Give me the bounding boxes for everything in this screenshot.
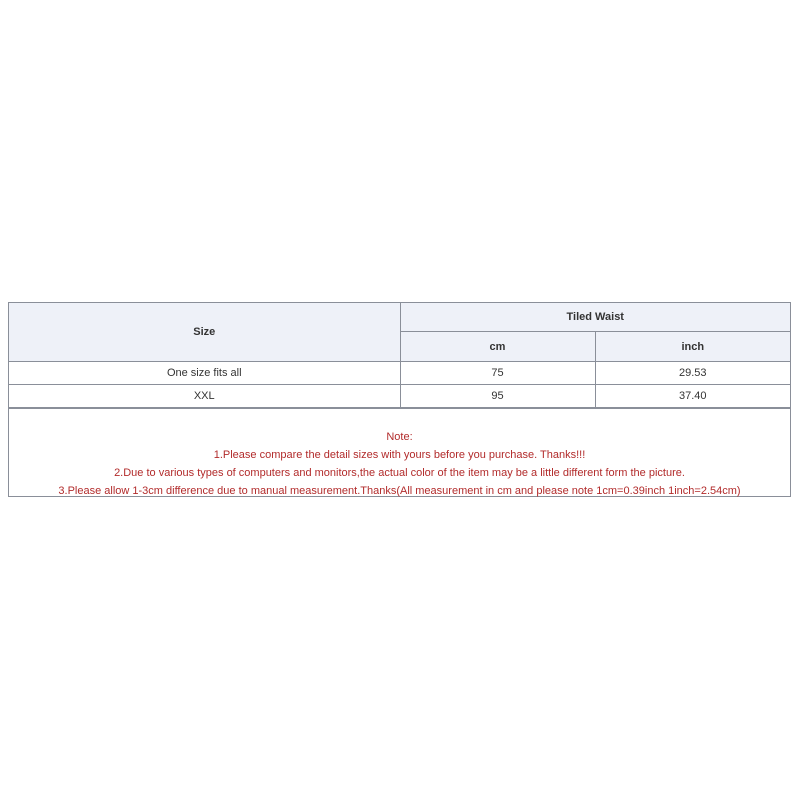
size-chart [8,302,791,497]
notes-section [9,408,790,500]
table-row [9,385,790,408]
row-inch-cell: 37.40 [595,385,790,408]
row-size-cell: One size fits all [9,362,400,385]
size-header: Size [9,303,400,362]
note-line: 2.Due to various types of computers and monitors,the actual color of the item may be a little different form the picture. [114,467,685,479]
inch-header: inch [595,332,790,362]
tiled-waist-header: Tiled Waist [400,303,790,332]
note-line: 3.Please allow 1-3cm difference due to manual measurement.Thanks(All measurement in cm and please note 1cm=0.39inch 1inch=2.54cm) [58,485,741,497]
row-size-cell: XXL [9,385,400,408]
note-line: 1.Please compare the detail sizes with yours before you purchase. Thanks!!! [213,449,586,461]
row-inch-cell: 29.53 [595,362,790,385]
note-title: Note: [386,431,413,443]
table-row [9,362,790,385]
cm-header: cm [400,332,595,362]
size-table [9,303,790,408]
row-cm-cell: 95 [400,385,595,408]
row-cm-cell: 75 [400,362,595,385]
